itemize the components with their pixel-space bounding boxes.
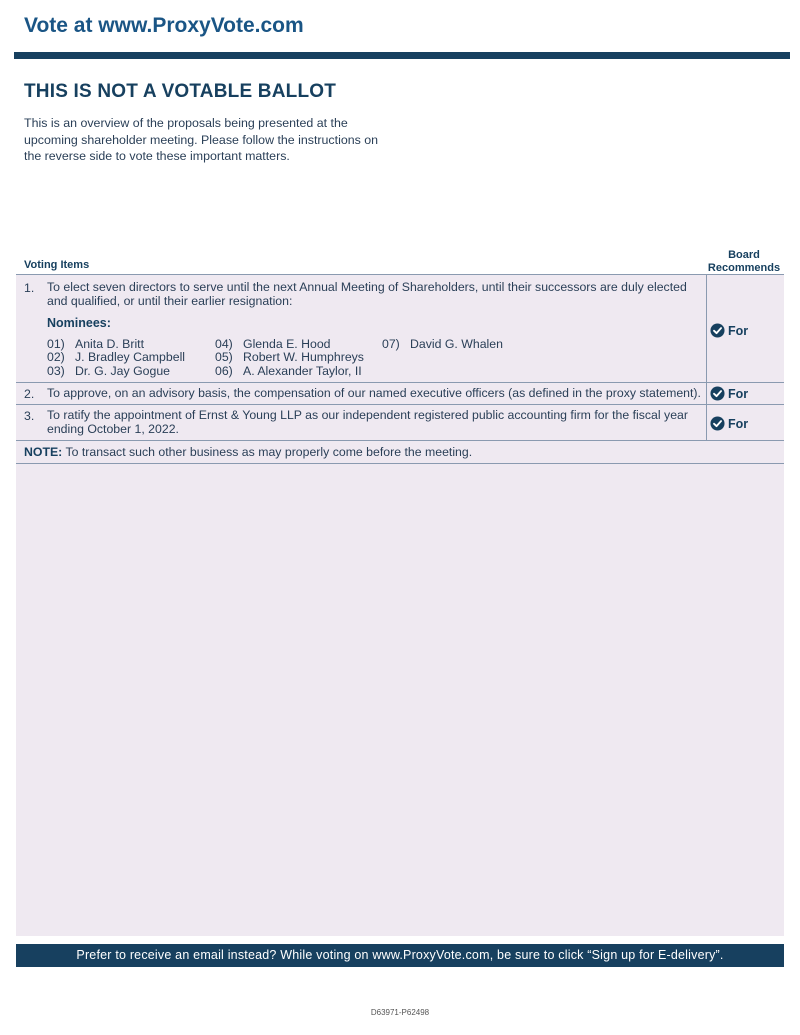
- item-number: 2.: [24, 387, 35, 401]
- item-3-text: [47, 409, 707, 436]
- recommendation-label: For: [728, 323, 749, 338]
- nominee: 05) Robert W. Humphreys: [215, 350, 364, 364]
- intro-line: upcoming shareholder meeting. Please follow the instructions on: [24, 132, 379, 147]
- nominee: 01) Anita D. Britt: [47, 337, 145, 351]
- board-header-line1: Board: [728, 249, 760, 261]
- nominee: 04) Glenda E. Hood: [215, 337, 331, 351]
- nominees-label: Nominees:: [47, 316, 111, 330]
- item-text-line: To ratify the appointment of Ernst & Young LLP as our independent registered public accounting firm for the fiscal year: [47, 408, 688, 422]
- item-2-text: To approve, on an advisory basis, the compensation of our named executive officers (as defined in the proxy statement).: [47, 386, 701, 400]
- nominee: 06) A. Alexander Taylor, II: [215, 364, 362, 378]
- note-label: NOTE:: [24, 445, 63, 459]
- header-title: Vote at www.ProxyVote.com: [24, 14, 304, 37]
- board-recommendation: [710, 386, 748, 401]
- check-circle-icon: [710, 323, 725, 338]
- nominee: 03) Dr. G. Jay Gogue: [47, 364, 171, 378]
- recommendation-label: For: [728, 416, 749, 431]
- document-code: D63971-P62498: [370, 1008, 430, 1017]
- table-divider: [16, 404, 784, 405]
- board-recommendation: [710, 416, 748, 431]
- nominee: 02) J. Bradley Campbell: [47, 350, 186, 364]
- check-circle-icon: [710, 386, 725, 401]
- item-text-line: and qualified, or until their earlier resignation:: [47, 293, 293, 308]
- board-recommendation: [710, 323, 748, 338]
- item-text-line: ending October 1, 2022.: [47, 421, 179, 436]
- item-text-line: To elect seven directors to serve until the next Annual Meeting of Shareholders, until their successors are duly elected: [47, 280, 687, 294]
- e-delivery-banner: Prefer to receive an email instead? While voting on www.ProxyVote.com, be sure to click “Sign up for E-delivery”.: [16, 944, 784, 967]
- ballot-title: THIS IS NOT A VOTABLE BALLOT: [24, 81, 337, 102]
- table-divider: [16, 382, 784, 383]
- recommendation-label: For: [728, 386, 749, 401]
- check-circle-icon: [710, 416, 725, 431]
- intro-text: [24, 115, 404, 165]
- item-number: 3.: [24, 409, 35, 423]
- header-rule: [14, 52, 790, 59]
- intro-line: the reverse side to vote these important matters.: [24, 149, 290, 163]
- intro-line: This is an overview of the proposals being presented at the: [24, 116, 348, 130]
- voting-items-header: Voting Items: [24, 259, 90, 271]
- board-header-line2: Recommends: [707, 261, 781, 274]
- nominee: 07) David G. Whalen: [382, 337, 503, 351]
- table-divider: [16, 463, 784, 464]
- board-recommends-header: [703, 249, 785, 274]
- item-1-text: [47, 281, 707, 308]
- item-number: 1.: [24, 281, 35, 295]
- table-divider: [16, 274, 784, 275]
- note-text: To transact such other business as may properly come before the meeting.: [62, 445, 473, 459]
- table-divider: [16, 440, 784, 441]
- note-row: [24, 445, 472, 459]
